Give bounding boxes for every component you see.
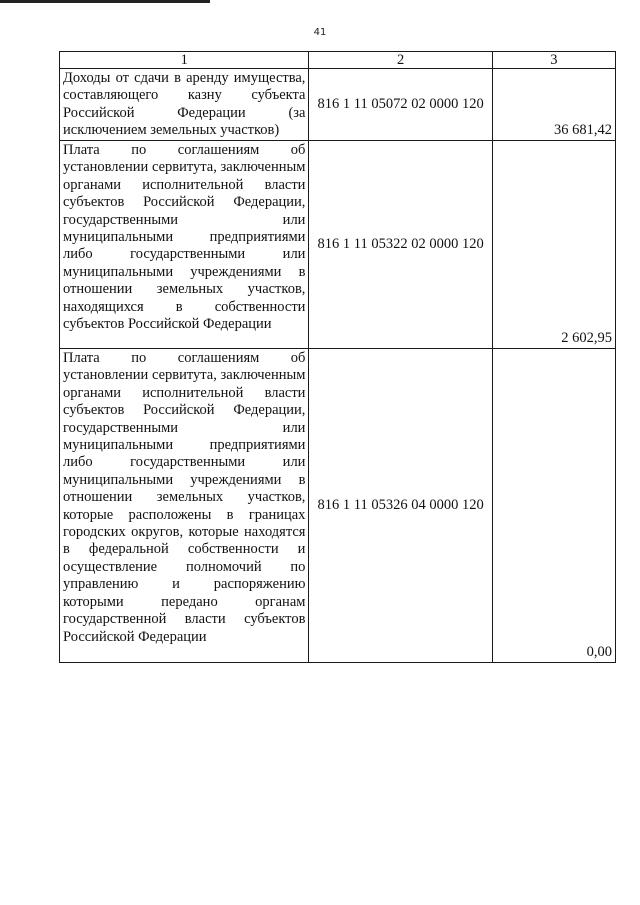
scan-edge-line	[0, 0, 210, 3]
table-row	[60, 141, 616, 349]
table-row	[60, 349, 616, 663]
revenue-name-cell: Плата по соглашениям об установлении сервитута, заключенным органами исполнительной власти субъектов Российской Федерации, государственными или муниципальными предприятиями либо государственными или муниципальными учреждениями в отношении земельных участков, которые расположены в границах городских округов, которые находятся в федеральной собственности и осуществление полномочий по управлению и распоряжению которыми передано органам государственной власти субъектов Российской Федерации	[60, 349, 309, 663]
amount-cell: 2 602,95	[492, 141, 615, 349]
column-header-3: 3	[492, 52, 615, 69]
column-header-1: 1	[60, 52, 309, 69]
amount-cell: 0,00	[492, 349, 615, 663]
revenue-name-cell: Плата по соглашениям об установлении сервитута, заключенным органами исполнительной власти субъектов Российской Федерации, государственными или муниципальными предприятиями либо государственными или муниципальными учреждениями в отношении земельных участков, находящихся в собственности субъектов Российской Федерации	[60, 141, 309, 349]
table-row	[60, 69, 616, 141]
budget-code-cell: 816 1 11 05322 02 0000 120	[309, 141, 492, 349]
revenue-table	[59, 51, 616, 663]
table-header-row	[60, 52, 616, 69]
page-number: 41	[313, 27, 327, 38]
amount-cell: 36 681,42	[492, 69, 615, 141]
budget-code-cell: 816 1 11 05326 04 0000 120	[309, 349, 492, 663]
column-header-2: 2	[309, 52, 492, 69]
budget-code-cell: 816 1 11 05072 02 0000 120	[309, 69, 492, 141]
revenue-name-cell: Доходы от сдачи в аренду имущества, составляющего казну субъекта Российской Федерации (за исключением земельных участков)	[60, 69, 309, 141]
